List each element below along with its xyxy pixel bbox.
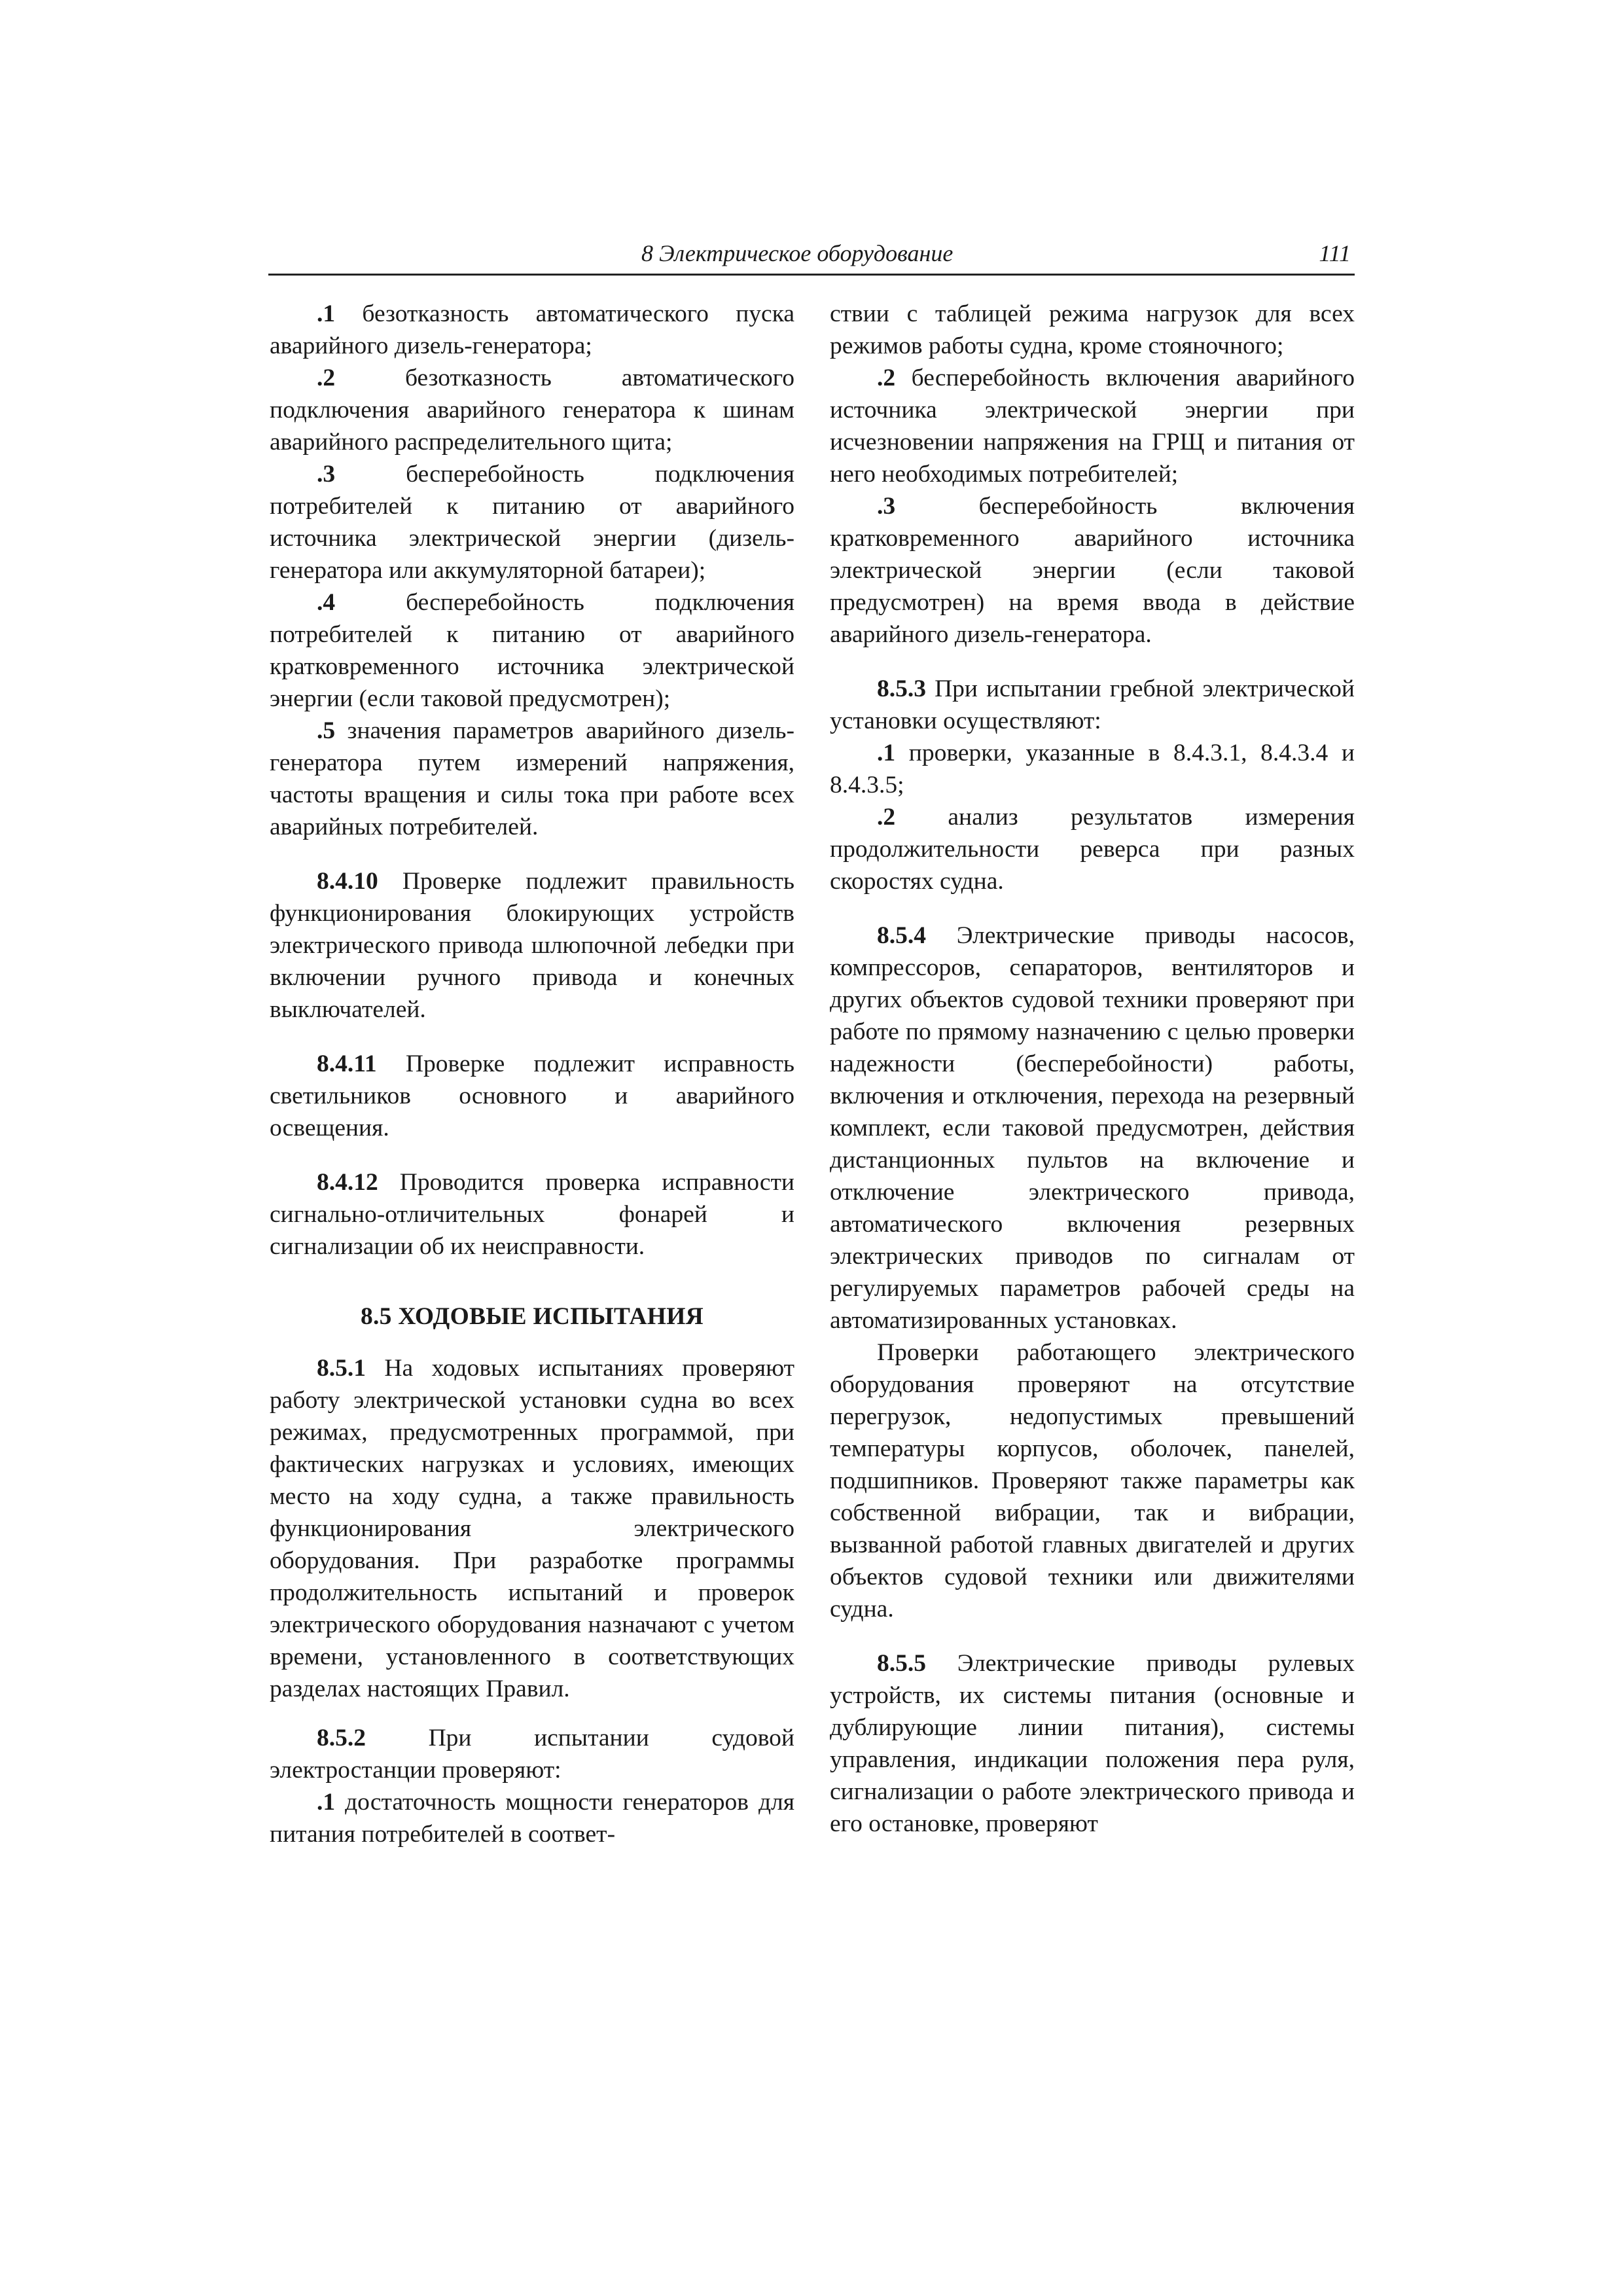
item-number: .5 (317, 717, 336, 744)
section-paragraph (270, 1166, 794, 1263)
section-paragraph (270, 1722, 794, 1786)
item-number: .3 (317, 461, 336, 488)
list-item (270, 1786, 794, 1850)
section-paragraph (270, 1048, 794, 1144)
section-number: 8.4.10 (317, 868, 378, 895)
paragraph-text: Проверке подлежит правильность функционирования блокирующих устройств электрического привода шлюпочной лебедки при включении ручного привода и конечных выключателей. (270, 868, 794, 1023)
section-number: 8.4.11 (317, 1050, 377, 1077)
left-column (270, 298, 794, 1850)
list-item (270, 362, 794, 458)
section-number: 8.5.2 (317, 1725, 366, 1751)
item-number: .1 (317, 1789, 336, 1816)
item-number: .1 (877, 740, 896, 766)
item-text: безотказность автоматического пуска аварийного дизель-генератора; (270, 300, 794, 359)
item-number: .1 (317, 300, 336, 327)
item-text: бесперебойность подключения потребителей к питанию от аварийного кратковременного источника электрической энергии (если таковой предусмотрен); (270, 589, 794, 712)
section-heading: 8.5 ХОДОВЫЕ ИСПЫТАНИЯ (360, 1303, 704, 1330)
list-item (270, 298, 794, 362)
section-number: 8.5.3 (877, 675, 926, 702)
list-item (270, 458, 794, 586)
item-text: анализ результатов измерения продолжительности реверса при разных скоростях судна. (830, 804, 1355, 895)
item-text: безотказность автоматического подключения аварийного генератора к шинам аварийного распределительного щита; (270, 365, 794, 456)
section-number: 8.4.12 (317, 1169, 378, 1196)
item-number: .2 (877, 365, 896, 391)
paragraph-text: Электрические приводы насосов, компрессоров, сепараторов, вентиляторов и других объектов судовой техники проверяют при работе по прямому назначению с целью проверки надежности (бесперебойности) работы, включения и отключения, перехода на резервный комплект, если таковой предусмотрен, действия дистанционных пультов на включение и отключение электрического привода, автоматического включения резервных электрических приводов по сигналам от регулируемых параметров рабочей среды на автоматизированных установках. (830, 922, 1355, 1334)
running-header (268, 240, 1355, 276)
item-text: достаточность мощности генераторов для питания потребителей в соответ- (270, 1789, 794, 1848)
item-text: бесперебойность включения аварийного источника электрической энергии при исчезновении напряжения на ГРЩ и питания от него необходимых потребителей; (830, 365, 1355, 488)
item-text: проверки, указанные в 8.4.3.1, 8.4.3.4 и 8.4.3.5; (830, 740, 1355, 798)
paragraph-text: При испытании гребной электрической установки осуществляют: (830, 675, 1355, 734)
paragraph-text: Электрические приводы рулевых устройств, их системы питания (основные и дублирующие линии питания), системы управления, индикации положения пера руля, сигнализации о работе электрического привода и его остановке, проверяют (830, 1650, 1355, 1837)
paragraph-text: Проверке подлежит исправность светильников основного и аварийного освещения. (270, 1050, 794, 1141)
plain-paragraph: Проверки работающего электрического оборудования проверяют на отсутствие перегрузок, недопустимых превышений температуры корпусов, оболочек, панелей, подшипников. Проверяют также параметры как собственной вибрации, так и вибрации, вызванной работой главных двигателей и других объектов судовой техники или движителями судна. (830, 1339, 1355, 1623)
section-paragraph (270, 865, 794, 1026)
running-title: 8 Электрическое оборудование (641, 240, 954, 266)
item-number: .4 (317, 589, 336, 616)
item-text: бесперебойность подключения потребителей к питанию от аварийного источника электрической энергии (дизель-генератора или аккумуляторной батареи); (270, 461, 794, 584)
section-number: 8.5.1 (317, 1355, 366, 1382)
section-paragraph (830, 920, 1355, 1336)
list-item (830, 490, 1355, 651)
item-text: бесперебойность включения кратковременного аварийного источника электрической энергии (если таковой предусмотрен) на время ввода в действие аварийного дизель-генератора. (830, 493, 1355, 648)
page-number: 111 (1319, 240, 1351, 266)
item-number: .2 (317, 365, 336, 391)
list-item (830, 362, 1355, 490)
section-number: 8.5.5 (877, 1650, 926, 1677)
item-text: значения параметров аварийного дизель-генератора путем измерений напряжения, частоты вращения и силы тока при работе всех аварийных потребителей. (270, 717, 794, 840)
continued-text: ствии с таблицей режима нагрузок для всех режимов работы судна, кроме стояночного; (830, 300, 1355, 359)
right-column (830, 298, 1355, 1840)
item-number: .2 (877, 804, 896, 831)
paragraph-text: При испытании судовой электростанции проверяют: (270, 1725, 794, 1784)
section-paragraph (830, 673, 1355, 737)
paragraph-text: На ходовых испытаниях проверяют работу электрической установки судна во всех режимах, предусмотренных программой, при фактических нагрузках и условиях, имеющих место на ходу судна, а также правильность функционирования электрического оборудования. При разработке программы продолжительность испытаний и проверок электрического оборудования назначают с учетом времени, установленного в соответствующих разделах настоящих Правил. (270, 1355, 794, 1702)
list-item (830, 801, 1355, 897)
list-item (830, 737, 1355, 801)
section-number: 8.5.4 (877, 922, 926, 949)
paragraph-text: Проводится проверка исправности сигнально-отличительных фонарей и сигнализации об их неисправности. (270, 1169, 794, 1260)
list-item (270, 586, 794, 715)
section-paragraph (270, 1352, 794, 1705)
section-paragraph (830, 1647, 1355, 1840)
item-number: .3 (877, 493, 896, 520)
list-item (270, 715, 794, 843)
